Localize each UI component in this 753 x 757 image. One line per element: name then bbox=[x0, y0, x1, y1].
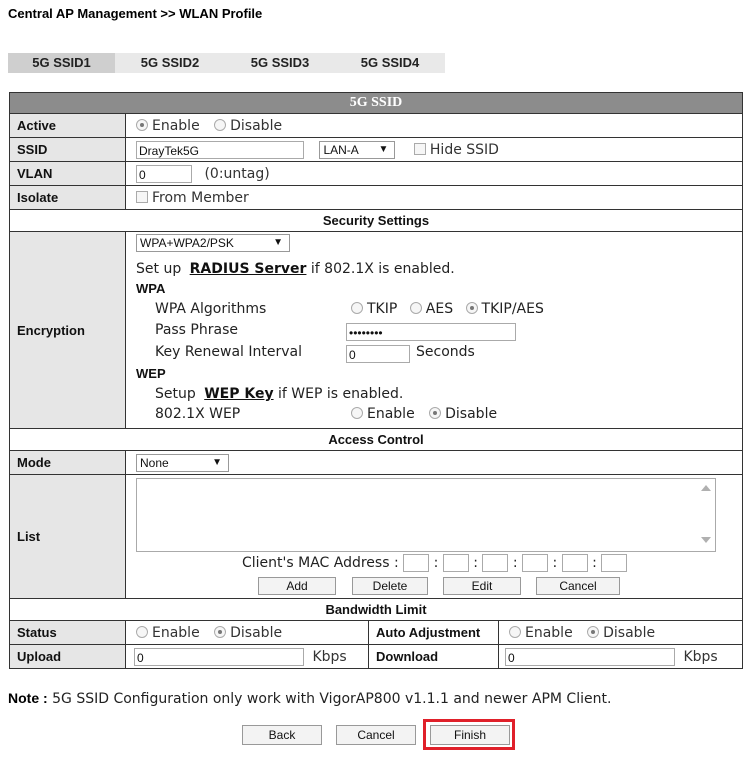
radius-setup-prefix: Set up bbox=[136, 261, 182, 277]
alg-tkipaes-radio[interactable] bbox=[466, 302, 478, 314]
encryption-label: Encryption bbox=[10, 232, 126, 429]
upload-label: Upload bbox=[10, 645, 126, 669]
pass-phrase-label: Pass Phrase bbox=[155, 322, 238, 338]
chevron-down-icon: ▼ bbox=[273, 237, 283, 248]
active-enable-label: Enable bbox=[152, 117, 200, 134]
note-prefix: Note : bbox=[8, 690, 48, 706]
mac-address-label: Client's MAC Address : bbox=[242, 555, 399, 571]
active-enable-radio[interactable] bbox=[136, 119, 148, 131]
alg-tkipaes-label: TKIP/AES bbox=[481, 301, 544, 317]
bandwidth-limit-title: Bandwidth Limit bbox=[10, 599, 743, 621]
mac-octet-1[interactable] bbox=[403, 554, 429, 572]
ssid-config-table bbox=[9, 92, 743, 669]
lan-select[interactable]: LAN-A ▼ bbox=[319, 141, 395, 159]
mac-octet-4[interactable] bbox=[522, 554, 548, 572]
mac-octet-2[interactable] bbox=[443, 554, 469, 572]
wep-enable-radio[interactable] bbox=[351, 407, 363, 419]
wep-enable-label: Enable bbox=[367, 406, 415, 422]
finish-highlight-box bbox=[423, 719, 515, 750]
breadcrumb: Central AP Management >> WLAN Profile bbox=[8, 6, 263, 21]
access-mode-select[interactable]: None ▼ bbox=[136, 454, 229, 472]
wep-8021x-label: 802.1X WEP bbox=[155, 406, 241, 422]
vlan-hint: (0:untag) bbox=[204, 165, 270, 182]
tab-5g-ssid4[interactable]: 5G SSID4 bbox=[335, 53, 445, 73]
active-label: Active bbox=[10, 114, 126, 138]
hide-ssid-checkbox[interactable] bbox=[414, 143, 426, 155]
ssid-input[interactable]: DrayTek5G bbox=[136, 141, 304, 159]
wpa-title: WPA bbox=[136, 281, 166, 296]
wep-disable-radio[interactable] bbox=[429, 407, 441, 419]
wep-setup-prefix: Setup bbox=[155, 386, 196, 402]
upload-unit: Kbps bbox=[312, 648, 347, 665]
chevron-down-icon: ▼ bbox=[212, 456, 222, 468]
mode-label: Mode bbox=[10, 451, 126, 475]
access-list-panel: Client's MAC Address : : : : : : Add Delete Edit Cancel bbox=[126, 475, 742, 598]
download-label: Download bbox=[369, 645, 499, 669]
pass-phrase-input[interactable]: •••••••• bbox=[346, 323, 516, 341]
isolate-member-label: From Member bbox=[152, 189, 249, 206]
wep-setup-suffix: if WEP is enabled. bbox=[278, 386, 404, 402]
ssid-tabs bbox=[8, 53, 445, 73]
download-unit: Kbps bbox=[683, 648, 718, 665]
auto-adjustment-label: Auto Adjustment bbox=[369, 621, 499, 645]
wpa-algorithms-label: WPA Algorithms bbox=[155, 301, 267, 317]
mac-octet-5[interactable] bbox=[562, 554, 588, 572]
key-renewal-input[interactable]: 0 bbox=[346, 345, 410, 363]
active-disable-radio[interactable] bbox=[214, 119, 226, 131]
vlan-input[interactable]: 0 bbox=[136, 165, 192, 183]
hide-ssid-label: Hide SSID bbox=[429, 141, 499, 158]
back-button[interactable]: Back bbox=[242, 725, 322, 745]
list-scrollbar[interactable] bbox=[697, 479, 715, 551]
alg-tkip-radio[interactable] bbox=[351, 302, 363, 314]
alg-aes-label: AES bbox=[425, 301, 454, 317]
list-label: List bbox=[10, 475, 126, 599]
note-text: 5G SSID Configuration only work with VigorAP800 v1.1.1 and newer APM Client. bbox=[52, 691, 612, 707]
cancel-button[interactable]: Cancel bbox=[336, 725, 416, 745]
vlan-label: VLAN bbox=[10, 162, 126, 186]
status-enable-label: Enable bbox=[152, 624, 200, 641]
chevron-down-icon: ▼ bbox=[378, 143, 389, 155]
wep-disable-label: Disable bbox=[445, 406, 498, 422]
scroll-up-icon[interactable] bbox=[701, 485, 711, 491]
auto-disable-radio[interactable] bbox=[587, 626, 599, 638]
note bbox=[8, 690, 611, 707]
tab-5g-ssid2[interactable]: 5G SSID2 bbox=[115, 53, 225, 73]
upload-input[interactable]: 0 bbox=[134, 648, 304, 666]
alg-tkip-label: TKIP bbox=[367, 301, 398, 317]
access-cancel-button[interactable]: Cancel bbox=[536, 577, 620, 595]
isolate-member-checkbox[interactable] bbox=[136, 191, 148, 203]
wep-key-link[interactable]: WEP Key bbox=[204, 386, 274, 402]
edit-button[interactable]: Edit bbox=[443, 577, 521, 595]
tab-5g-ssid1[interactable]: 5G SSID1 bbox=[8, 53, 115, 73]
key-renewal-label: Key Renewal Interval bbox=[155, 344, 303, 360]
mac-octet-6[interactable] bbox=[601, 554, 627, 572]
status-label: Status bbox=[10, 621, 126, 645]
auto-enable-label: Enable bbox=[525, 624, 573, 641]
status-disable-radio[interactable] bbox=[214, 626, 226, 638]
security-settings-title: Security Settings bbox=[10, 210, 743, 232]
alg-aes-radio[interactable] bbox=[410, 302, 422, 314]
radius-server-link[interactable]: RADIUS Server bbox=[189, 261, 307, 277]
radius-setup-suffix: if 802.1X is enabled. bbox=[310, 261, 455, 277]
wep-title: WEP bbox=[136, 366, 166, 381]
active-disable-label: Disable bbox=[230, 117, 283, 134]
key-renewal-unit: Seconds bbox=[416, 344, 475, 360]
encryption-mode-select[interactable]: WPA+WPA2/PSK ▼ bbox=[136, 234, 290, 252]
auto-disable-label: Disable bbox=[603, 624, 656, 641]
add-button[interactable]: Add bbox=[258, 577, 336, 595]
mac-list-box[interactable] bbox=[136, 478, 716, 552]
finish-button[interactable]: Finish bbox=[430, 725, 510, 745]
download-input[interactable]: 0 bbox=[505, 648, 675, 666]
auto-enable-radio[interactable] bbox=[509, 626, 521, 638]
status-enable-radio[interactable] bbox=[136, 626, 148, 638]
access-control-title: Access Control bbox=[10, 429, 743, 451]
table-title: 5G SSID bbox=[10, 93, 743, 114]
ssid-label: SSID bbox=[10, 138, 126, 162]
tab-5g-ssid3[interactable]: 5G SSID3 bbox=[225, 53, 335, 73]
delete-button[interactable]: Delete bbox=[352, 577, 428, 595]
encryption-panel bbox=[126, 232, 742, 428]
isolate-label: Isolate bbox=[10, 186, 126, 210]
scroll-down-icon[interactable] bbox=[701, 537, 711, 543]
mac-octet-3[interactable] bbox=[482, 554, 508, 572]
status-disable-label: Disable bbox=[230, 624, 283, 641]
